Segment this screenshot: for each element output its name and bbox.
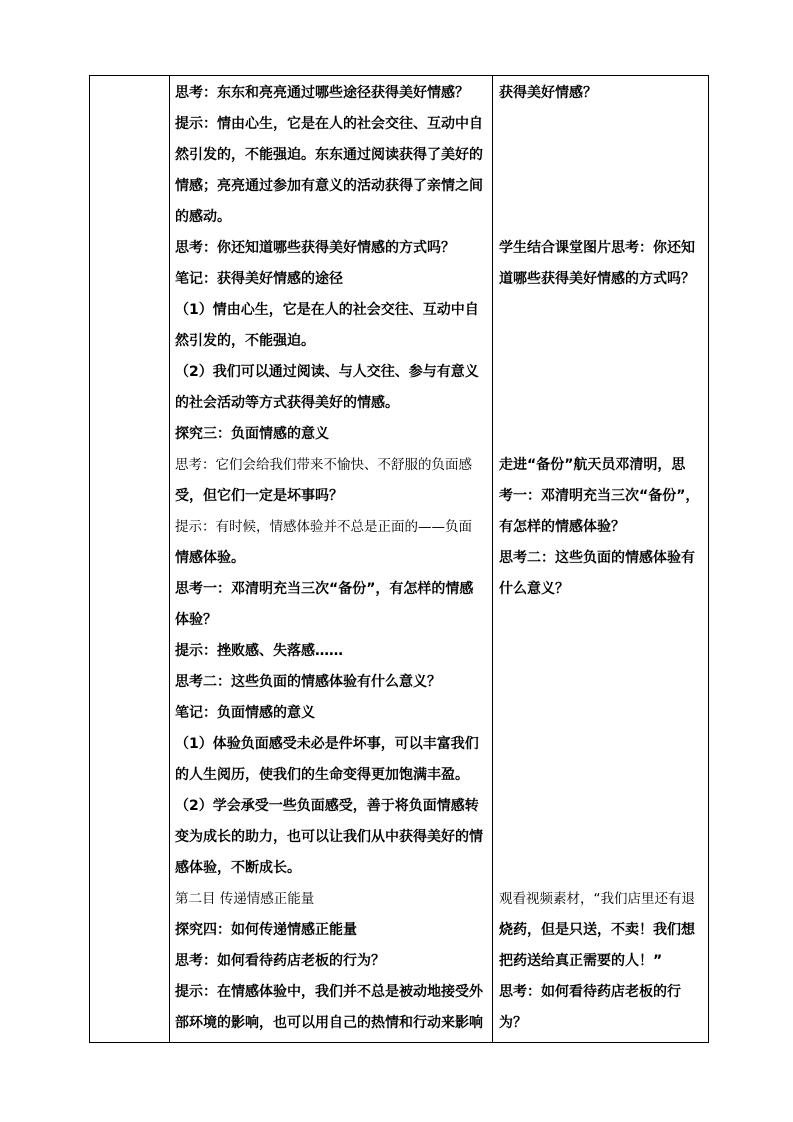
content-line: 然引发的，不能强迫。 — [175, 333, 315, 349]
content-line: （2）学会承受一些负面感受，善于将负面情感转 — [175, 798, 479, 814]
content-line: 探究三：负面情感的意义 — [175, 426, 329, 442]
blank-line — [499, 760, 705, 791]
content-line: 然引发的，不能强迫。东东通过阅读获得了美好的 — [175, 147, 483, 163]
content-line: 思考：它们会给我们带来不愉快、不舒服的负面感 — [175, 457, 472, 473]
blank-line — [499, 326, 705, 357]
content-line: 的人生阅历，使我们的生命变得更加饱满丰盈。 — [175, 767, 469, 783]
blank-line — [499, 388, 705, 419]
activity-line: 考一：邓清明充当三次“备份”， — [499, 488, 700, 504]
column-divider-1 — [169, 76, 170, 1042]
content-line: 受，但它们一定是坏事吗？ — [175, 488, 343, 504]
teaching-content-column — [175, 78, 488, 1039]
blank-line — [499, 791, 705, 822]
blank-line — [499, 419, 705, 450]
activity-line: 学生结合课堂图片思考：你还知 — [499, 240, 695, 256]
blank-line — [499, 853, 705, 884]
blank-line — [499, 295, 705, 326]
activity-line: 烧药，但是只送，不卖！我们想 — [499, 922, 695, 938]
blank-line — [499, 605, 705, 636]
content-line: 的感动。 — [175, 209, 231, 225]
content-line: （1）情由心生，它是在人的社会交往、互动中自 — [175, 302, 479, 318]
content-line: 笔记：获得美好情感的途径 — [175, 271, 343, 287]
content-line: 感体验，不断成长。 — [175, 860, 301, 876]
content-line: 思考一：邓清明充当三次“备份”，有怎样的情感 — [175, 581, 474, 597]
content-line: 第二目 传递情感正能量 — [175, 891, 315, 907]
blank-line — [499, 202, 705, 233]
column-divider-2 — [492, 76, 493, 1042]
blank-line — [499, 109, 705, 140]
activity-line: 把药送给真正需要的人！” — [499, 953, 663, 969]
content-line: 部环境的影响，也可以用自己的热情和行动来影响 — [175, 1015, 483, 1031]
activity-line: 道哪些获得美好情感的方式吗？ — [499, 271, 695, 287]
content-line: 思考二：这些负面的情感体验有什么意义？ — [175, 674, 441, 690]
student-activity-column — [499, 78, 705, 1039]
activity-line: 获得美好情感？ — [499, 85, 597, 101]
activity-line: 思考：如何看待药店老板的行 — [499, 984, 681, 1000]
content-line: 思考：如何看待药店老板的行为？ — [175, 953, 385, 969]
content-line: （2）我们可以通过阅读、与人交往、参与有意义 — [175, 364, 479, 380]
content-line: 变为成长的助力，也可以让我们从中获得美好的情 — [175, 829, 483, 845]
activity-line: 什么意义？ — [499, 581, 569, 597]
content-line: 情感；亮亮通过参加有意义的活动获得了亲情之间 — [175, 178, 483, 194]
blank-line — [499, 698, 705, 729]
content-line: 提示：情由心生，它是在人的社会交往、互动中自 — [175, 116, 483, 132]
content-line: 笔记：负面情感的意义 — [175, 705, 315, 721]
blank-line — [499, 171, 705, 202]
content-line: （1）体验负面感受未必是件坏事，可以丰富我们 — [175, 736, 479, 752]
content-line: 提示：在情感体验中，我们并不总是被动地接受外 — [175, 984, 483, 1000]
lesson-plan-table — [89, 75, 709, 1043]
activity-line: 有怎样的情感体验？ — [499, 519, 625, 535]
blank-line — [499, 729, 705, 760]
content-line: 思考：东东和亮亮通过哪些途径获得美好情感？ — [175, 85, 469, 101]
activity-line: 思考二：这些负面的情感体验有 — [499, 550, 695, 566]
content-line: 体验？ — [175, 612, 217, 628]
content-line: 的社会活动等方式获得美好的情感。 — [175, 395, 399, 411]
content-line: 提示：挫败感、失落感…… — [175, 643, 343, 659]
blank-line — [499, 357, 705, 388]
content-line: 情感体验。 — [175, 550, 245, 566]
content-line: 思考：你还知道哪些获得美好情感的方式吗？ — [175, 240, 455, 256]
activity-line: 观看视频素材，“我们店里还有退 — [499, 891, 695, 907]
blank-line — [499, 822, 705, 853]
content-line: 探究四：如何传递情感正能量 — [175, 922, 357, 938]
blank-line — [499, 667, 705, 698]
blank-line — [499, 636, 705, 667]
activity-line: 走进“备份”航天员邓清明，思 — [499, 457, 686, 473]
blank-line — [499, 140, 705, 171]
content-line: 提示：有时候，情感体验并不总是正面的——负面 — [175, 519, 472, 535]
activity-line: 为？ — [499, 1015, 527, 1031]
